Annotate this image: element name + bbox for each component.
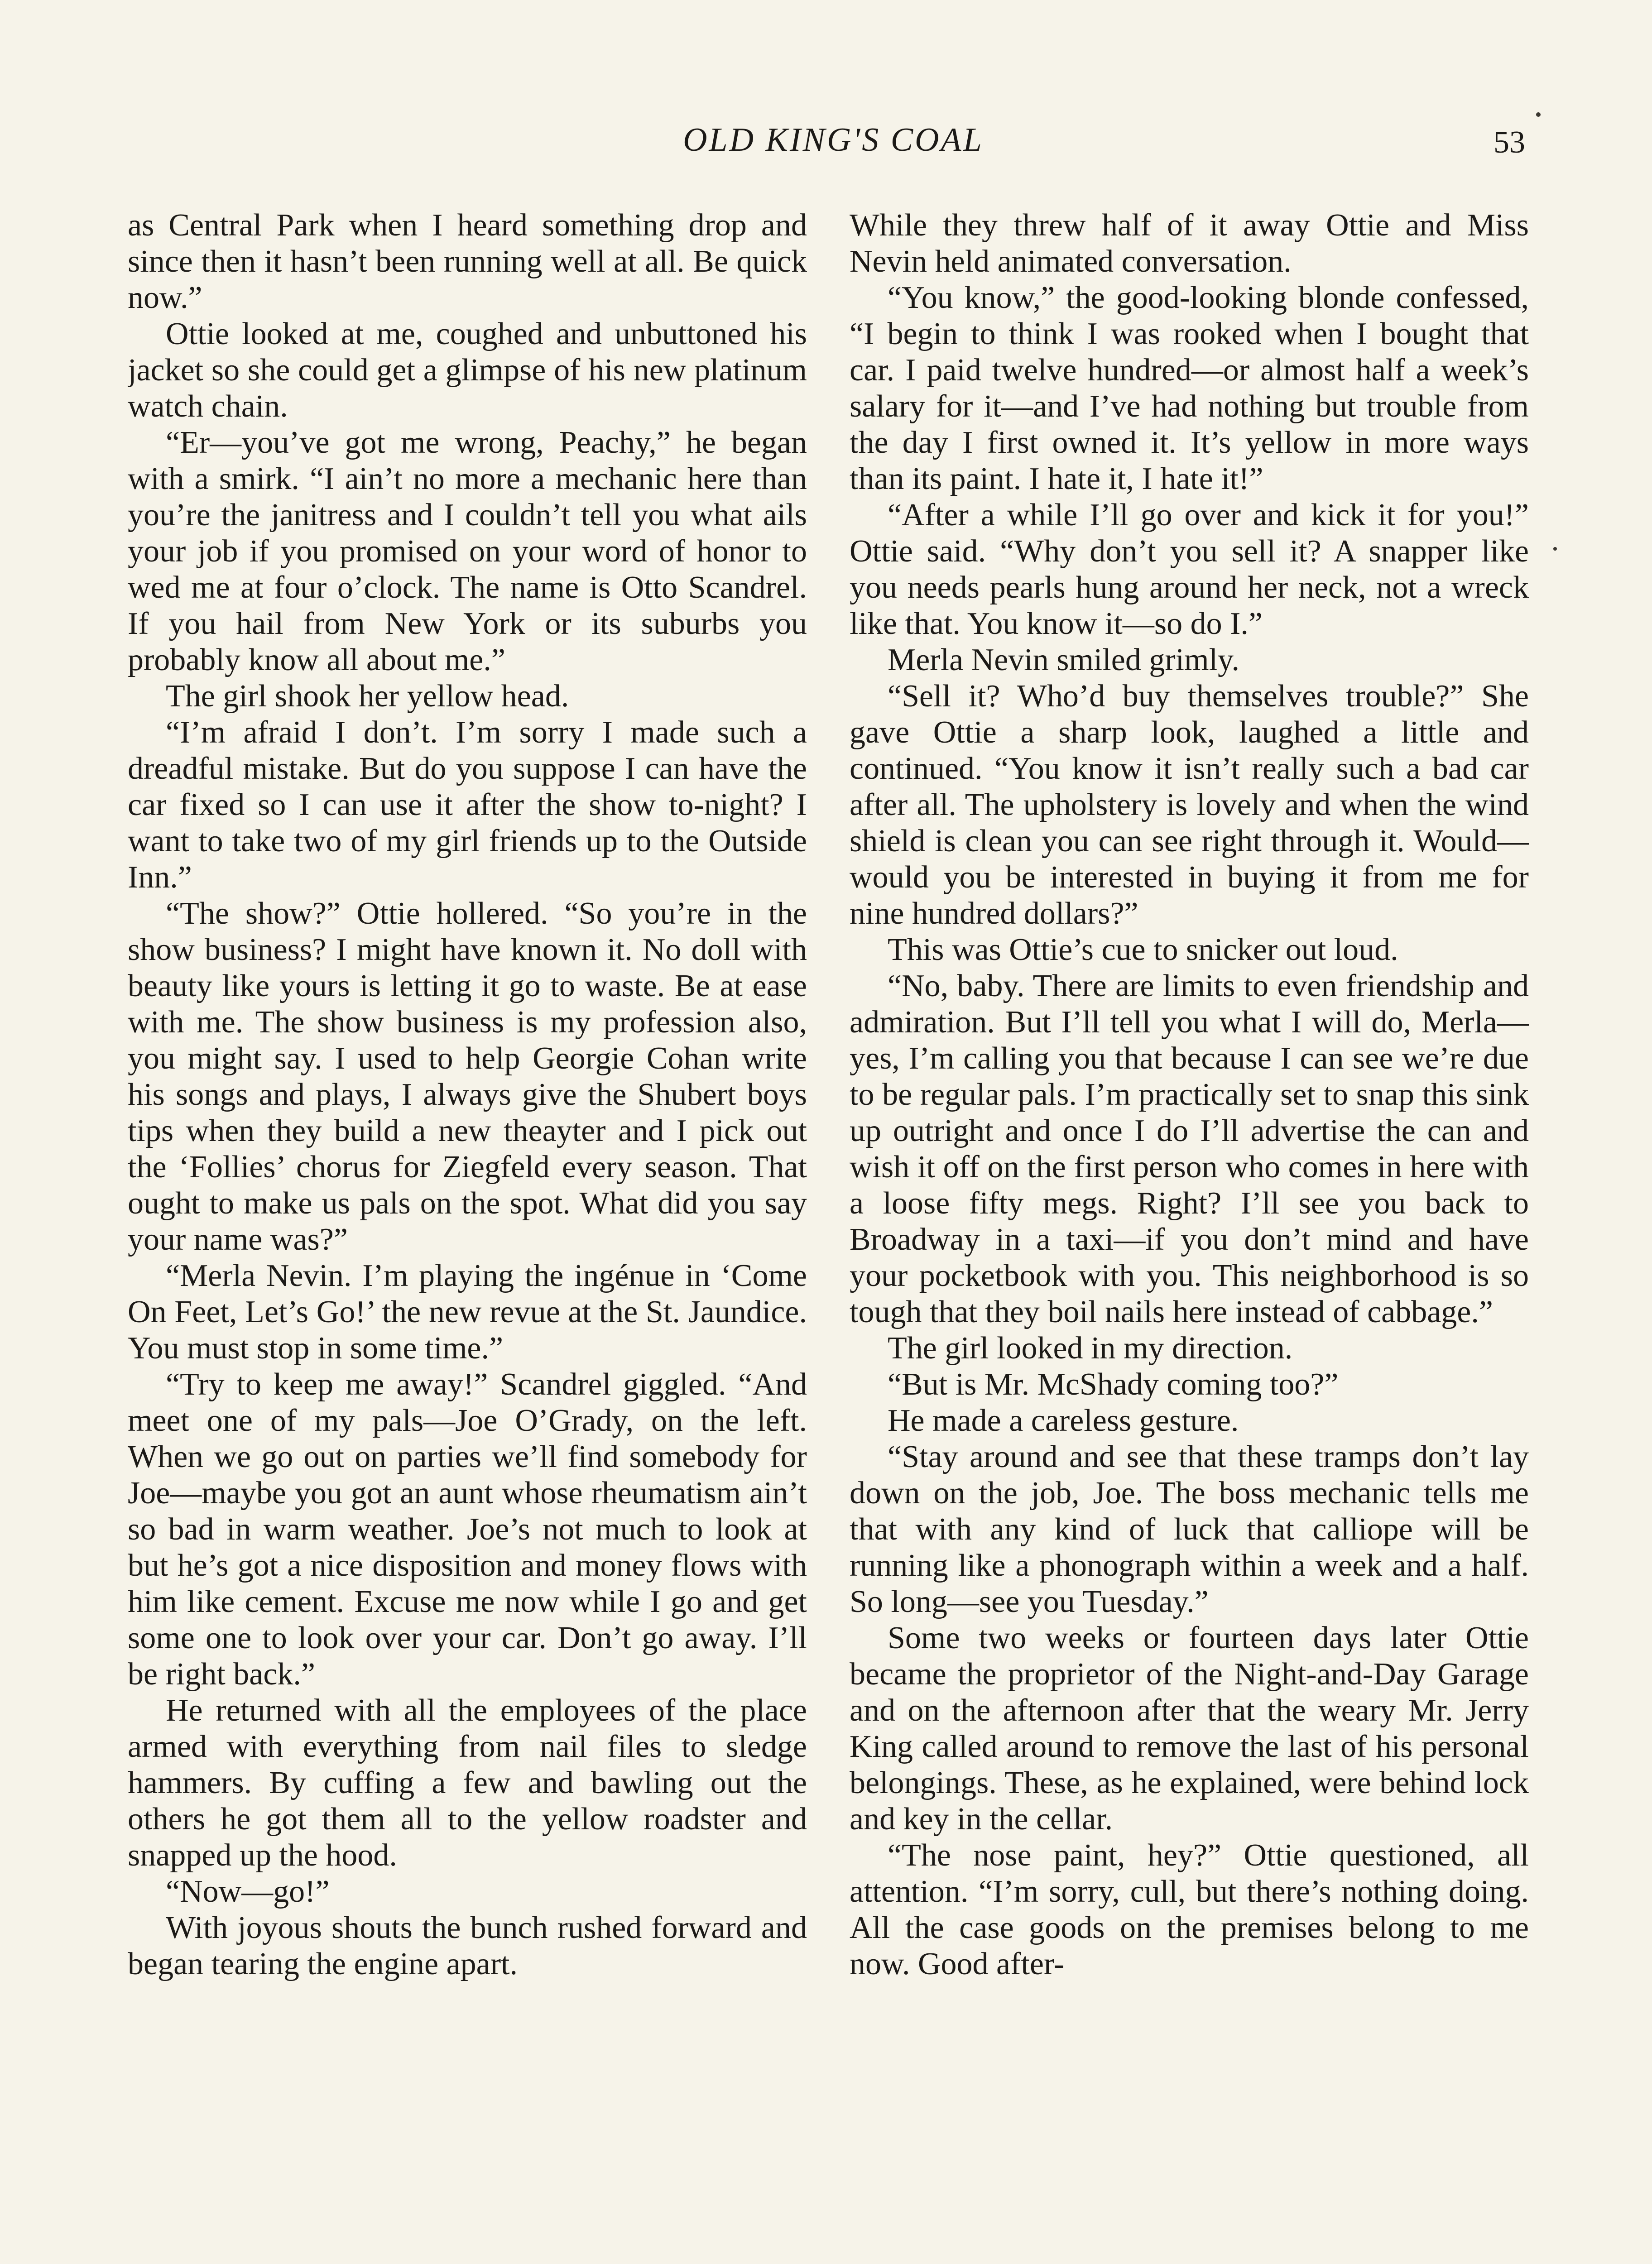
paragraph: With joyous shouts the bunch rushed forward and began tearing the engine apart. <box>128 1910 807 1981</box>
paragraph: as Central Park when I heard something drop and since then it hasn’t been running well at all. Be quick now.” <box>128 208 807 315</box>
paragraph: The girl shook her yellow head. <box>166 679 569 714</box>
paragraph: “The nose paint, hey?” Ottie questioned, all attention. “I’m sorry, cull, but there’s nothing doing. All the case goods on the premises belong to me now. Good after- <box>850 1838 1529 1981</box>
paragraph: “But is Mr. McShady coming too?” <box>888 1367 1339 1402</box>
paragraph: “Now—go!” <box>166 1874 330 1909</box>
paragraph: “Sell it? Who’d buy themselves trouble?” She gave Ottie a sharp look, laughed a little and continued. “You know it isn’t really such a bad car after all. The upholstery is lovely and when the wind shield is clean you can see right through it. Would—would you be interested in buying it from me for nine hundred dollars?” <box>850 679 1529 931</box>
paragraph: Ottie looked at me, coughed and unbuttoned his jacket so she could get a glimpse of his new platinum watch chain. <box>128 317 807 424</box>
print-speck <box>1553 547 1557 551</box>
paragraph: The girl looked in my direction. <box>888 1331 1293 1366</box>
paragraph: Some two weeks or fourteen days later Ottie became the proprietor of the Night-and-Day Garage and on the afternoon after that the weary Mr. Jerry King called around to remove the last of his personal belongings. These, as he explained, were behind lock and key in the cellar. <box>850 1621 1529 1837</box>
paragraph: He made a careless gesture. <box>888 1403 1239 1438</box>
page-number: 53 <box>1494 125 1525 160</box>
right-column <box>850 207 1529 2264</box>
paragraph: “No, baby. There are limits to even friendship and admiration. But I’ll tell you what I will do, Merla—yes, I’m calling you that because I can see we’re due to be regular pals. I’m practically set to snap this sink up outright and once I do I’ll advertise the can and wish it off on the first person who comes in here with a loose fifty megs. Right? I’ll see you back to Broadway in a taxi—if you don’t mind and have your pocketbook with you. This neighborhood is so tough that they boil nails here instead of cabbage.” <box>850 969 1529 1329</box>
left-column <box>128 207 807 2264</box>
paragraph: “I’m afraid I don’t. I’m sorry I made such a dreadful mistake. But do you suppose I can have the car fixed so I can use it after the show to-night? I want to take two of my girl friends up to the Outside Inn.” <box>128 715 807 895</box>
paragraph: While they threw half of it away Ottie and Miss Nevin held animated conversation. <box>850 208 1529 279</box>
paragraph: He returned with all the employees of the place armed with everything from nail files to sledge hammers. By cuffing a few and bawling out the others he got them all to the yellow roadster and snapped up the hood. <box>128 1693 807 1873</box>
paragraph: “You know,” the good-looking blonde confessed, “I begin to think I was rooked when I bought that car. I paid twelve hundred—or almost half a week’s salary for it—and I’ve had nothing but trouble from the day I first owned it. It’s yellow in more ways than its paint. I hate it, I hate it!” <box>850 280 1529 496</box>
paragraph: “Merla Nevin. I’m playing the ingénue in ‘Come On Feet, Let’s Go!’ the new revue at the St. Jaundice. You must stop in some time.” <box>128 1258 807 1366</box>
print-speck <box>1536 112 1541 117</box>
paragraph: “Try to keep me away!” Scandrel giggled. “And meet one of my pals—Joe O’Grady, on the left. When we go out on parties we’ll find somebody for Joe—maybe you got an aunt whose rheumatism ain’t so bad in warm weather. Joe’s not much to look at but he’s got a nice disposition and money flows with him like cement. Excuse me now while I go and get some one to look over your car. Don’t go away. I’ll be right back.” <box>128 1367 807 1692</box>
paragraph: “Er—you’ve got me wrong, Peachy,” he began with a smirk. “I ain’t no more a mechanic here than you’re the janitress and I couldn’t tell you what ails your job if you promised on your word of honor to wed me at four o’clock. The name is Otto Scandrel. If you hail from New York or its suburbs you probably know all about me.” <box>128 425 807 677</box>
paragraph: Merla Nevin smiled grimly. <box>888 643 1239 677</box>
paragraph: “Stay around and see that these tramps don’t lay down on the job, Joe. The boss mechanic tells me that with any kind of luck that calliope will be running like a phonograph within a week and a half. So long—see you Tuesday.” <box>850 1439 1529 1619</box>
paragraph: This was Ottie’s cue to snicker out loud. <box>888 932 1398 967</box>
paragraph: “After a while I’ll go over and kick it for you!” Ottie said. “Why don’t you sell it? A snapper like you needs pearls hung around her neck, not a wreck like that. You know it—so do I.” <box>850 498 1529 641</box>
running-title: OLD KING'S COAL <box>683 121 984 158</box>
paragraph: “The show?” Ottie hollered. “So you’re in the show business? I might have known it. No doll with beauty like yours is letting it go to waste. Be at ease with me. The show business is my profession also, you might say. I used to help Georgie Cohan write his songs and plays, I always give the Shubert boys tips when they build a new theayter and I pick out the ‘Follies’ chorus for Ziegfeld every season. That ought to make us pals on the spot. What did you say your name was?” <box>128 896 807 1257</box>
